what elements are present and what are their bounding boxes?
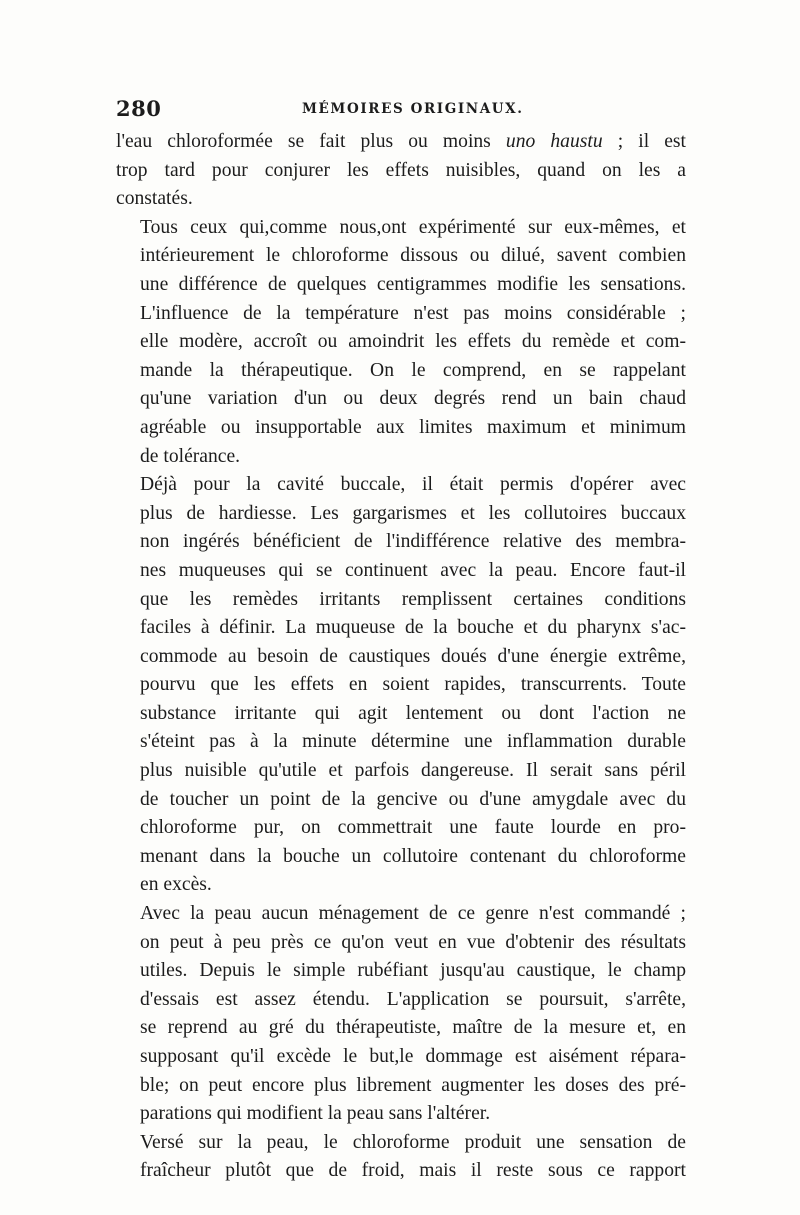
text-line: de toucher un point de la gencive ou d'une amygdale avec du — [140, 788, 686, 810]
text-line: agréable ou insupportable aux limites maximum et minimum — [140, 416, 686, 438]
text-line: elle modère, accroît ou amoindrit les effets du remède et com- — [140, 331, 686, 353]
paragraph-1 — [116, 128, 686, 214]
running-title: MÉMOIRES ORIGINAUX. — [302, 101, 524, 117]
text-line: utiles. Depuis le simple rubéfiant jusqu'au caustique, le champ — [140, 960, 686, 982]
page-number: 280 — [116, 96, 162, 121]
text-line: fraîcheur plutôt que de froid, mais il reste sous ce rapport — [140, 1160, 686, 1182]
text-line: s'éteint pas à la minute détermine une inflammation durable — [140, 731, 686, 753]
text-line: qu'une variation d'un ou deux degrés rend un bain chaud — [140, 388, 686, 410]
text-line: de tolérance. — [140, 445, 241, 467]
text-line: intérieurement le chloroforme dissous ou dilué, savent combien — [140, 245, 686, 267]
text-line: plus de hardiesse. Les gargarismes et les collutoires buccaux — [140, 502, 686, 524]
text-line: substance irritante qui agit lentement ou dont l'action ne — [140, 702, 686, 724]
text-line: d'essais est assez étendu. L'application se poursuit, s'arrête, — [140, 988, 686, 1010]
body-text — [116, 128, 686, 1186]
text-line: Avec la peau aucun ménagement de ce genre n'est commandé ; — [140, 903, 686, 925]
text-line: Tous ceux qui,comme nous,ont expérimenté sur eux-mêmes, et — [140, 216, 686, 238]
text-line: pourvu que les effets en soient rapides, transcurrents. Toute — [140, 674, 686, 696]
paragraph-4 — [116, 900, 686, 1129]
text-line: en excès. — [140, 874, 212, 896]
text-line: que les remèdes irritants remplissent certaines conditions — [140, 588, 686, 610]
text-line: parations qui modifient la peau sans l'altérer. — [140, 1103, 491, 1125]
text-line: ble; on peut encore plus librement augmenter les doses des pré- — [140, 1074, 686, 1096]
text-line: mande la thérapeutique. On le comprend, en se rappelant — [140, 359, 686, 381]
italic-phrase: uno haustu — [505, 131, 603, 152]
text-line: menant dans la bouche un collutoire contenant du chloroforme — [140, 845, 686, 867]
text-line: Versé sur la peau, le chloroforme produit une sensation de — [140, 1131, 686, 1153]
text-line: faciles à définir. La muqueuse de la bouche et du pharynx s'ac- — [140, 617, 686, 639]
text-line: l'eau chloroformée se fait plus ou moins uno haustu ; il est — [116, 131, 686, 152]
text-line: non ingérés bénéficient de l'indifférence relative des membra- — [140, 531, 686, 553]
text-line: chloroforme pur, on commettrait une faute lourde en pro- — [140, 817, 686, 839]
text-line: nes muqueuses qui se continuent avec la peau. Encore faut-il — [140, 559, 686, 581]
text-line: constatés. — [116, 188, 193, 210]
paragraph-3 — [116, 471, 686, 900]
text-line: on peut à peu près ce qu'on veut en vue d'obtenir des résultats — [140, 931, 686, 953]
text-line: se reprend au gré du thérapeutiste, maître de la mesure et, en — [140, 1017, 686, 1039]
text-line: trop tard pour conjurer les effets nuisibles, quand on les a — [116, 159, 686, 181]
text-line: L'influence de la température n'est pas moins considérable ; — [140, 302, 686, 324]
page-header — [116, 96, 686, 124]
paragraph-2 — [116, 214, 686, 471]
text-line: commode au besoin de caustiques doués d'une énergie extrême, — [140, 645, 686, 667]
paragraph-5 — [116, 1129, 686, 1186]
text-line: supposant qu'il excède le but,le dommage est aisément répara- — [140, 1046, 686, 1067]
text-line: plus nuisible qu'utile et parfois dangereuse. Il serait sans péril — [140, 760, 686, 782]
text-line: Déjà pour la cavité buccale, il était permis d'opérer avec — [140, 474, 686, 496]
text-line: une différence de quelques centigrammes modifie les sensations. — [140, 273, 686, 295]
